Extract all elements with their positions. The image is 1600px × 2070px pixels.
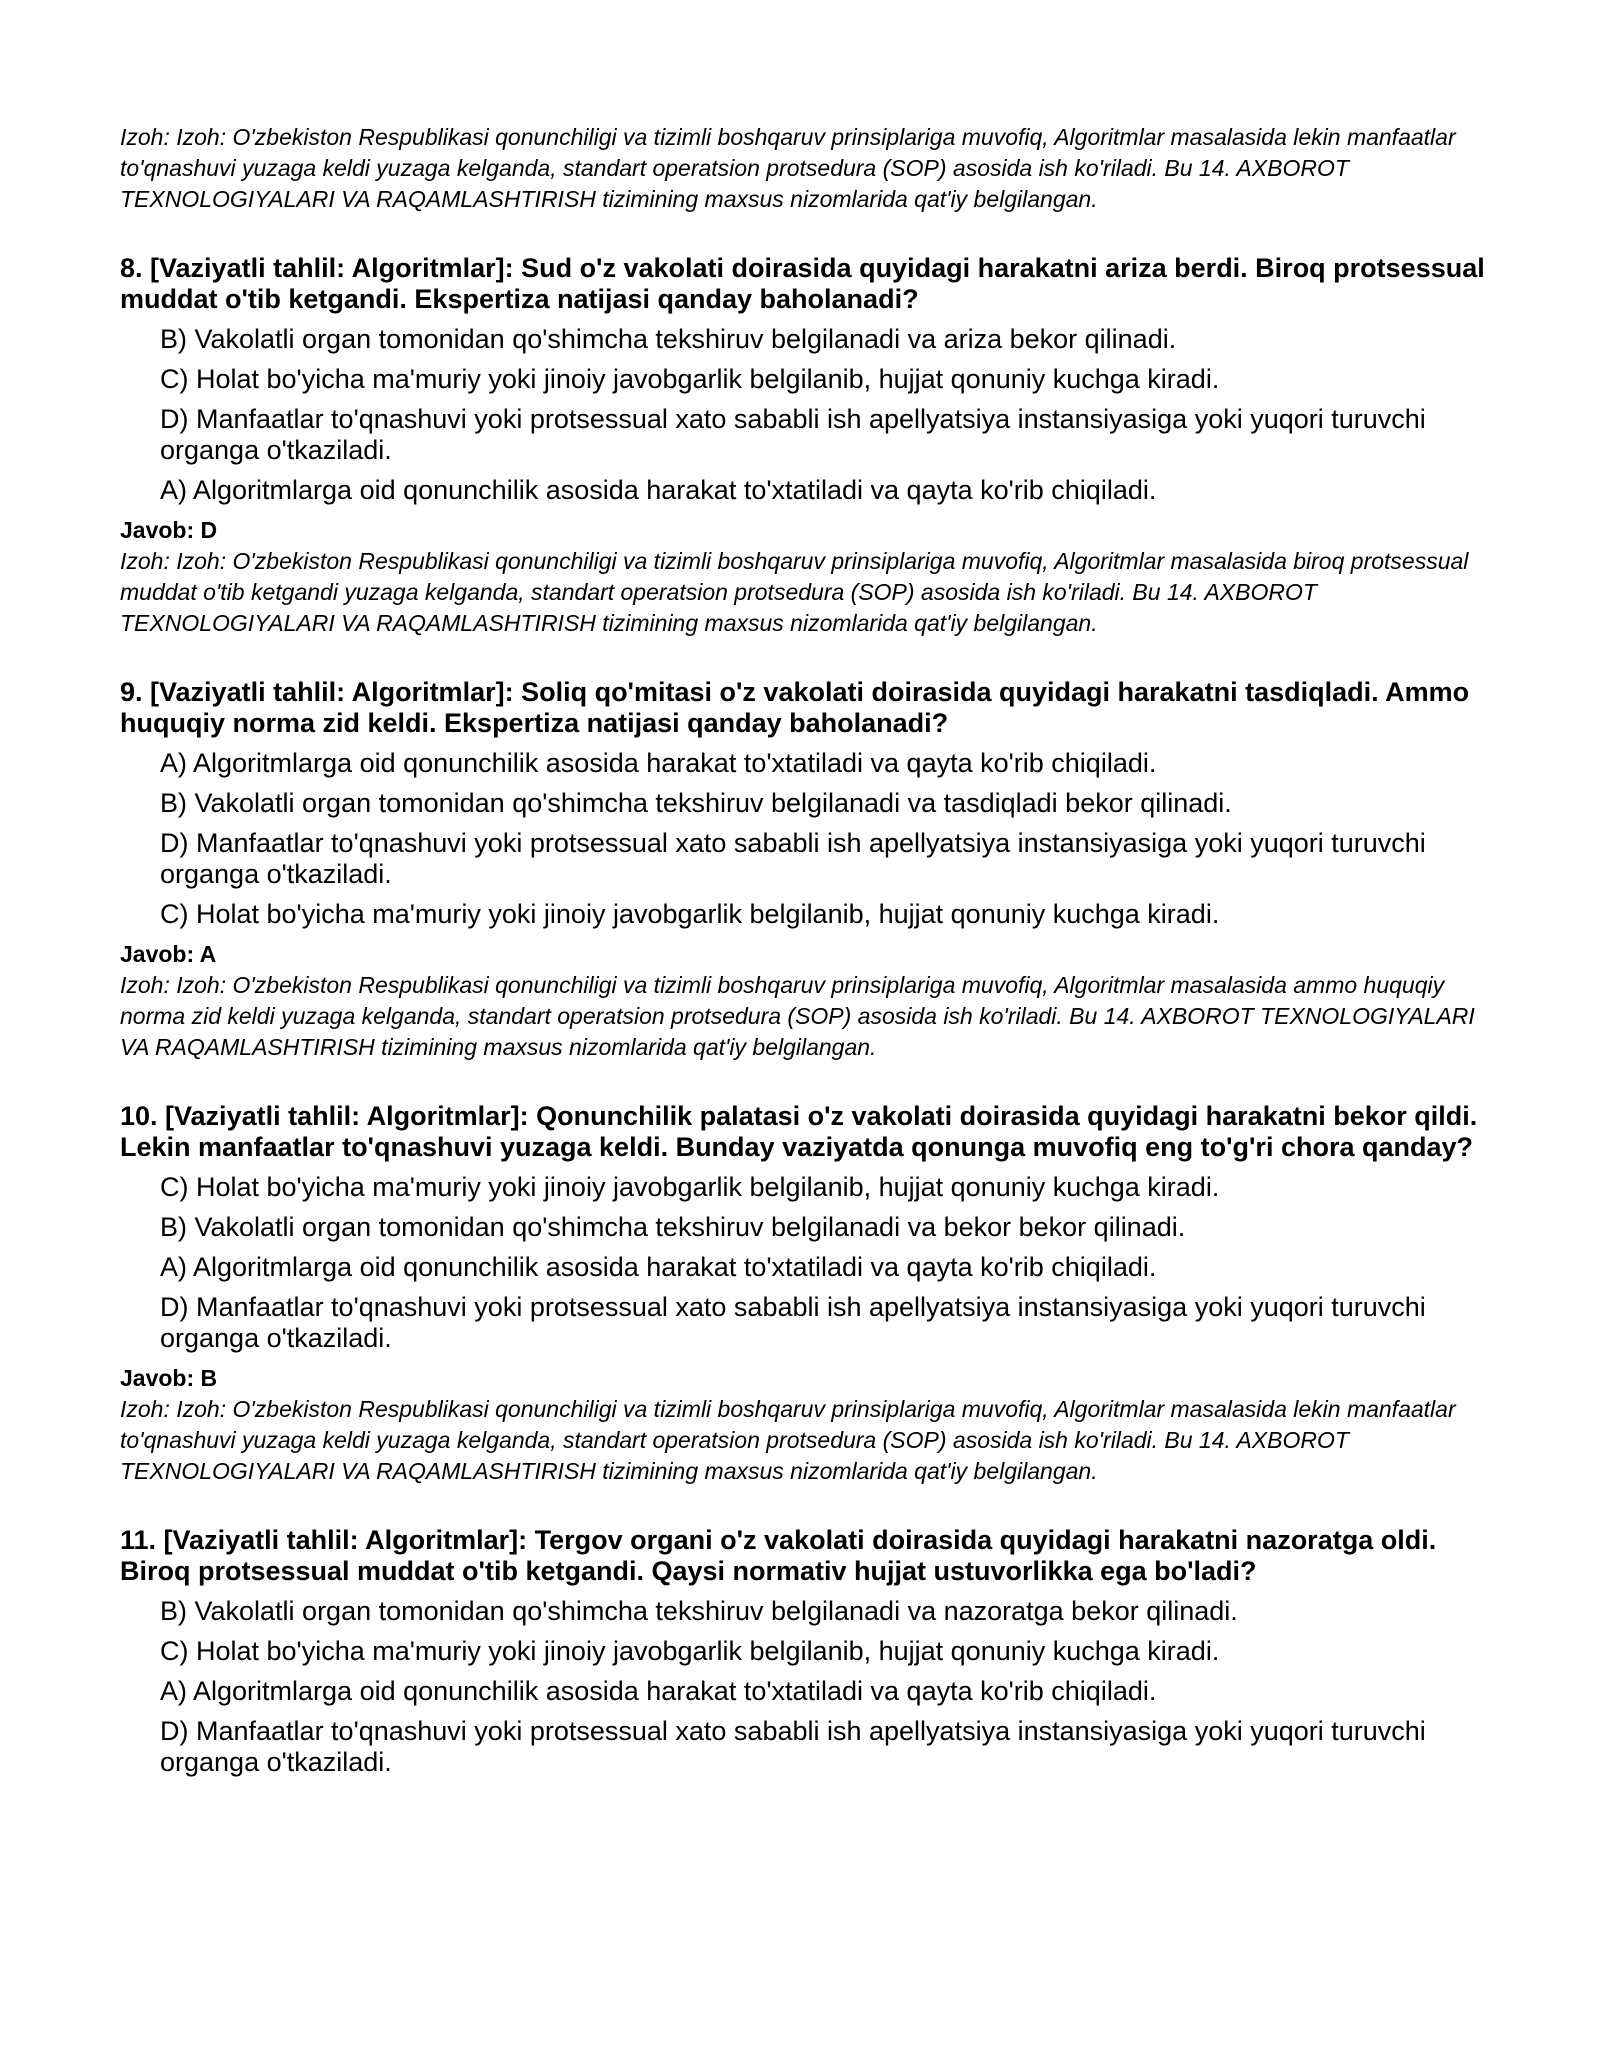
answer-label: Javob: B xyxy=(120,1365,218,1391)
option-c: C) Holat bo'yicha ma'muriy yoki jinoiy javobgarlik belgilanib, hujjat qonuniy kuchga kiradi. xyxy=(160,1172,1220,1202)
option-list xyxy=(120,1596,1490,1778)
option-d: D) Manfaatlar to'qnashuvi yoki protsessual xato sababli ish apellyatsiya instansiyasiga yoki yuqori turuvchi organga o'tkaziladi. xyxy=(160,1716,1426,1777)
question-block-8 xyxy=(120,253,1490,639)
option-c: C) Holat bo'yicha ma'muriy yoki jinoiy javobgarlik belgilanib, hujjat qonuniy kuchga kiradi. xyxy=(160,364,1220,394)
explanation: Izoh: Izoh: O'zbekiston Respublikasi qonunchiligi va tizimli boshqaruv prinsiplariga muvofiq, Algoritmlar masalasida biroq protsessual muddat o'tib ketgandi yuzaga kelganda, standart operatsion protsedura (SOP) asosida ish ko'riladi. Bu 14. AXBOROT TEXNOLOGIYALARI VA RAQAMLASHTIRISH tizimining maxsus nizomlarida qat'iy belgilangan. xyxy=(120,548,1469,636)
option-b: B) Vakolatli organ tomonidan qo'shimcha tekshiruv belgilanadi va ariza bekor qilinadi. xyxy=(160,324,1177,354)
question-block-9 xyxy=(120,677,1490,1063)
option-list xyxy=(120,324,1490,506)
option-a: A) Algoritmlarga oid qonunchilik asosida harakat to'xtatiladi va qayta ko'rib chiqiladi. xyxy=(160,748,1157,778)
intro-explanation: Izoh: Izoh: O'zbekiston Respublikasi qonunchiligi va tizimli boshqaruv prinsiplariga muvofiq, Algoritmlar masalasida lekin manfaatlar to'qnashuvi yuzaga keldi yuzaga kelganda, standart operatsion protsedura (SOP) asosida ish ko'riladi. Bu 14. AXBOROT TEXNOLOGIYALARI VA RAQAMLASHTIRISH tizimining maxsus nizomlarida qat'iy belgilangan. xyxy=(120,124,1456,212)
question-block-10 xyxy=(120,1101,1490,1487)
question-text: 10. [Vaziyatli tahlil: Algoritmlar]: Qonunchilik palatasi o'z vakolati doirasida quyidagi harakatni bekor qildi. Lekin manfaatlar to'qnashuvi yuzaga keldi. Bunday vaziyatda qonunga muvofiq eng to'g'ri chora qanday? xyxy=(120,1101,1478,1162)
option-list xyxy=(120,748,1490,930)
question-text: 8. [Vaziyatli tahlil: Algoritmlar]: Sud o'z vakolati doirasida quyidagi harakatni ariza berdi. Biroq protsessual muddat o'tib ketgandi. Ekspertiza natijasi qanday baholanadi? xyxy=(120,253,1485,314)
answer-label: Javob: D xyxy=(120,517,218,543)
option-c: C) Holat bo'yicha ma'muriy yoki jinoiy javobgarlik belgilanib, hujjat qonuniy kuchga kiradi. xyxy=(160,1636,1220,1666)
option-a: A) Algoritmlarga oid qonunchilik asosida harakat to'xtatiladi va qayta ko'rib chiqiladi. xyxy=(160,1252,1157,1282)
option-a: A) Algoritmlarga oid qonunchilik asosida harakat to'xtatiladi va qayta ko'rib chiqiladi. xyxy=(160,475,1157,505)
option-d: D) Manfaatlar to'qnashuvi yoki protsessual xato sababli ish apellyatsiya instansiyasiga yoki yuqori turuvchi organga o'tkaziladi. xyxy=(160,828,1426,889)
option-d: D) Manfaatlar to'qnashuvi yoki protsessual xato sababli ish apellyatsiya instansiyasiga yoki yuqori turuvchi organga o'tkaziladi. xyxy=(160,1292,1426,1353)
explanation: Izoh: Izoh: O'zbekiston Respublikasi qonunchiligi va tizimli boshqaruv prinsiplariga muvofiq, Algoritmlar masalasida ammo huquqiy norma zid keldi yuzaga kelganda, standart operatsion protsedura (SOP) asosida ish ko'riladi. Bu 14. AXBOROT TEXNOLOGIYALARI VA RAQAMLASHTIRISH tizimining maxsus nizomlarida qat'iy belgilangan. xyxy=(120,972,1475,1060)
option-b: B) Vakolatli organ tomonidan qo'shimcha tekshiruv belgilanadi va tasdiqladi bekor qilinadi. xyxy=(160,788,1232,818)
option-list xyxy=(120,1172,1490,1354)
option-a: A) Algoritmlarga oid qonunchilik asosida harakat to'xtatiladi va qayta ko'rib chiqiladi. xyxy=(160,1676,1157,1706)
option-d: D) Manfaatlar to'qnashuvi yoki protsessual xato sababli ish apellyatsiya instansiyasiga yoki yuqori turuvchi organga o'tkaziladi. xyxy=(160,404,1426,465)
option-b: B) Vakolatli organ tomonidan qo'shimcha tekshiruv belgilanadi va bekor bekor qilinadi. xyxy=(160,1212,1186,1242)
question-text: 9. [Vaziyatli tahlil: Algoritmlar]: Soliq qo'mitasi o'z vakolati doirasida quyidagi harakatni tasdiqladi. Ammo huquqiy norma zid keldi. Ekspertiza natijasi qanday baholanadi? xyxy=(120,677,1470,738)
option-b: B) Vakolatli organ tomonidan qo'shimcha tekshiruv belgilanadi va nazoratga bekor qilinadi. xyxy=(160,1596,1238,1626)
option-c: C) Holat bo'yicha ma'muriy yoki jinoiy javobgarlik belgilanib, hujjat qonuniy kuchga kiradi. xyxy=(160,899,1220,929)
answer-label: Javob: A xyxy=(120,941,217,967)
question-block-11 xyxy=(120,1525,1490,1778)
document-page xyxy=(120,122,1490,1787)
question-text: 11. [Vaziyatli tahlil: Algoritmlar]: Tergov organi o'z vakolati doirasida quyidagi harakatni nazoratga oldi. Biroq protsessual muddat o'tib ketgandi. Qaysi normativ hujjat ustuvorlikka ega bo'ladi? xyxy=(120,1525,1437,1586)
explanation: Izoh: Izoh: O'zbekiston Respublikasi qonunchiligi va tizimli boshqaruv prinsiplariga muvofiq, Algoritmlar masalasida lekin manfaatlar to'qnashuvi yuzaga keldi yuzaga kelganda, standart operatsion protsedura (SOP) asosida ish ko'riladi. Bu 14. AXBOROT TEXNOLOGIYALARI VA RAQAMLASHTIRISH tizimining maxsus nizomlarida qat'iy belgilangan. xyxy=(120,1396,1456,1484)
